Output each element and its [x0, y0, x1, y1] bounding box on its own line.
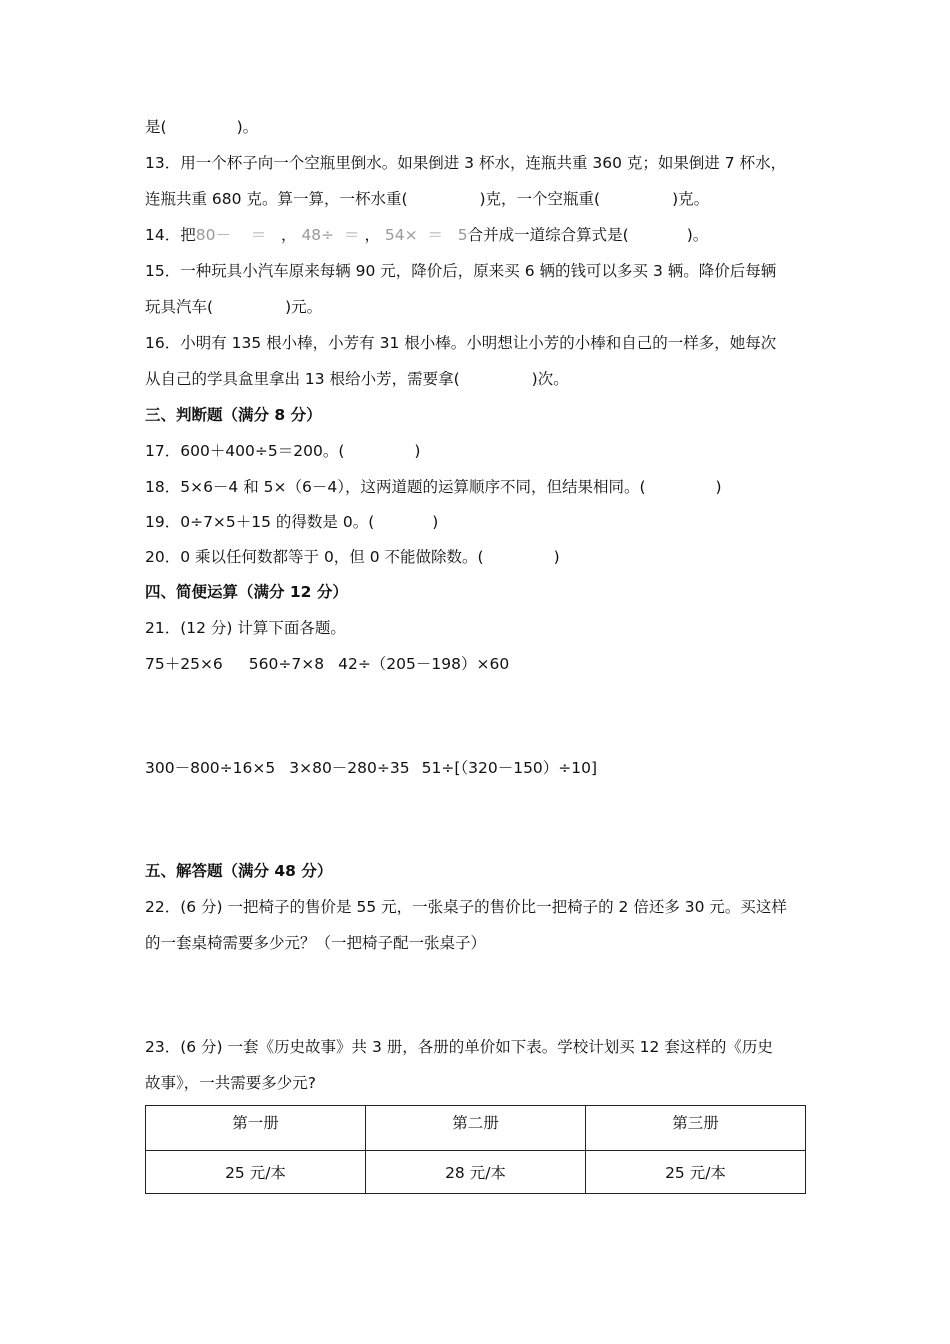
- q23-line1: 23．(6 分) 一套《历史故事》共 3 册，各册的单价如下表。学校计划买 12 套这样的《历史: [145, 1038, 773, 1056]
- table-row: [146, 1151, 806, 1194]
- q14-prefix: 14．把: [145, 226, 196, 244]
- q16-line1: 16．小明有 135 根小棒，小芳有 31 根小棒。小明想让小芳的小棒和自己的一样多，她每次: [145, 334, 777, 352]
- q21-expr: 51÷[（320－150）÷10]: [421, 759, 598, 777]
- q22-line1: 22．(6 分) 一把椅子的售价是 55 元，一张桌子的售价比一把椅子的 2 倍还多 30 元。买这样: [145, 898, 787, 916]
- q21-expr: 3×80－280÷35: [289, 759, 410, 777]
- section-heading-word-problems: 五、解答题（满分 48 分）: [145, 862, 333, 880]
- table-header-cell: 第一册: [146, 1106, 366, 1151]
- table-header-cell: 第三册: [586, 1106, 806, 1151]
- q23-line2: 故事》，一共需要多少元?: [145, 1074, 316, 1092]
- q12-tail: [145, 116, 810, 138]
- section-heading-simplify: 四、简便运算（满分 12 分）: [145, 583, 348, 601]
- q18: [145, 476, 810, 498]
- table-header-cell: 第二册: [366, 1106, 586, 1151]
- q21-expr: 42÷（205－198）×60: [338, 655, 510, 673]
- q13-line1: 13．用一个杯子向一个空瓶里倒水。如果倒进 3 杯水，连瓶共重 360 克；如果倒进 7 杯水，: [145, 154, 787, 172]
- q14: [145, 224, 810, 246]
- q12-tail-end: )。: [236, 118, 259, 136]
- q21-row1: [145, 653, 810, 675]
- q20: [145, 546, 810, 568]
- table-header-row: [146, 1106, 806, 1151]
- q15-text-a: 玩具汽车(: [145, 298, 214, 316]
- q16-text-b: )次。: [531, 370, 569, 388]
- q19-end: ): [432, 513, 439, 531]
- table-cell: 25 元/本: [586, 1151, 806, 1194]
- q14-formula-2: 48÷: [301, 226, 335, 244]
- q13-text-a: 连瓶共重 680 克。算一算，一杯水重(: [145, 190, 408, 208]
- q17-end: ): [414, 442, 421, 460]
- q19-text: 19．0÷7×5＋15 的得数是 0。(: [145, 513, 375, 531]
- q12-tail-text: 是(: [145, 118, 167, 136]
- q21-expr: 560÷7×8: [248, 655, 325, 673]
- q14-formula-3-result: 5: [457, 226, 468, 244]
- table-cell: 28 元/本: [366, 1151, 586, 1194]
- q20-end: ): [553, 548, 560, 566]
- table-cell: 25 元/本: [146, 1151, 366, 1194]
- q15-text-b: )元。: [285, 298, 323, 316]
- q14-formula-1: 80－: [195, 226, 231, 244]
- q16-line2: [145, 368, 810, 390]
- q21-expr: 75＋25×6: [145, 655, 223, 673]
- q14-sep: ，: [364, 226, 380, 244]
- q19: [145, 511, 810, 533]
- q18-end: ): [715, 478, 722, 496]
- q14-sep: ，: [280, 226, 297, 244]
- q14-end: )。: [686, 226, 709, 244]
- q14-formula-3-eq: ＝: [427, 226, 444, 244]
- price-table: [145, 1105, 806, 1194]
- q14-formula-2-eq: ＝: [344, 226, 360, 244]
- q14-suffix: 合并成一道综合算式是(: [467, 226, 629, 244]
- q13-line2: [145, 188, 810, 210]
- q20-text: 20．0 乘以任何数都等于 0，但 0 不能做除数。(: [145, 548, 484, 566]
- q16-text-a: 从自己的学具盒里拿出 13 根给小芳，需要拿(: [145, 370, 460, 388]
- q14-formula-3: 54×: [384, 226, 418, 244]
- q14-formula-1-eq: ＝: [250, 226, 267, 244]
- q15-line1: 15．一种玩具小汽车原来每辆 90 元，降价后，原来买 6 辆的钱可以多买 3 辆。降价后每辆: [145, 262, 777, 280]
- q13-text-b: )克，一个空瓶重(: [479, 190, 601, 208]
- q21-row2: [145, 757, 810, 779]
- q17: [145, 440, 810, 462]
- q18-text: 18．5×6－4 和 5×（6－4），这两道题的运算顺序不同，但结果相同。(: [145, 478, 646, 496]
- q21-expr: 300－800÷16×5: [145, 759, 276, 777]
- q15-line2: [145, 296, 810, 318]
- q22-line2: 的一套桌椅需要多少元？（一把椅子配一张桌子）: [145, 934, 487, 952]
- section-heading-judgement: 三、判断题（满分 8 分）: [145, 406, 322, 424]
- q21-title: 21．(12 分) 计算下面各题。: [145, 619, 346, 637]
- q13-text-c: )克。: [672, 190, 710, 208]
- q17-text: 17．600＋400÷5＝200。(: [145, 442, 345, 460]
